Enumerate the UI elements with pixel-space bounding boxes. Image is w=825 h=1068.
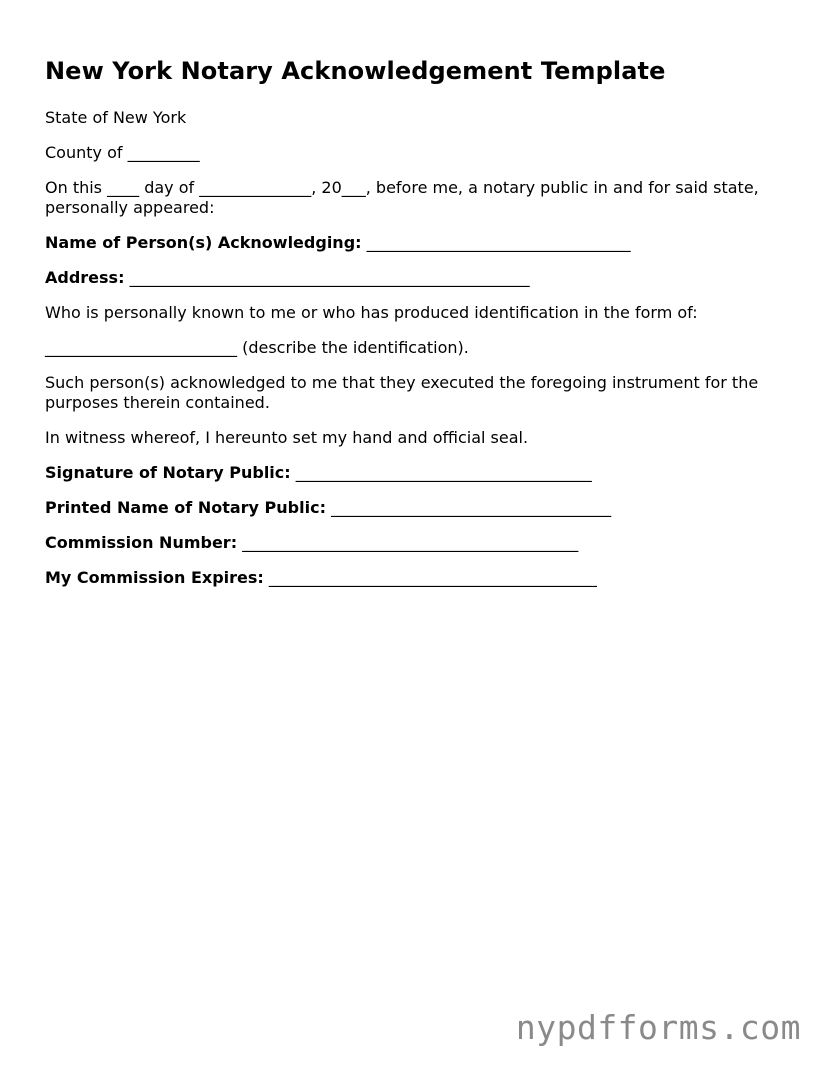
- printed-name-field-label: Printed Name of Notary Public:: [45, 498, 326, 517]
- signature-field-row: [45, 463, 790, 483]
- commission-number-field-blank[interactable]: __________________________________________: [242, 533, 579, 552]
- commission-number-field-label: Commission Number:: [45, 533, 238, 552]
- notary-document: [45, 55, 790, 603]
- address-field-row: [45, 268, 790, 288]
- witness-line: In witness whereof, I hereunto set my hand and official seal.: [45, 428, 529, 447]
- name-field-row: [45, 233, 790, 253]
- signature-field-label: Signature of Notary Public:: [45, 463, 291, 482]
- name-field-blank[interactable]: _________________________________: [366, 233, 631, 252]
- identification-line: ________________________ (describe the identification).: [45, 338, 469, 357]
- commission-expires-field-row: [45, 568, 790, 588]
- address-field-blank[interactable]: __________________________________________________: [129, 268, 530, 287]
- printed-name-field-row: [45, 498, 790, 518]
- appearance-paragraph: On this ____ day of ______________, 20___, before me, a notary public in and for said state, personally appeared:: [45, 178, 759, 217]
- commission-expires-field-blank[interactable]: _________________________________________: [268, 568, 597, 587]
- state-line: State of New York: [45, 108, 187, 127]
- commission-expires-field-label: My Commission Expires:: [45, 568, 264, 587]
- document-title: New York Notary Acknowledgement Template: [45, 57, 666, 85]
- identification-intro: Who is personally known to me or who has produced identification in the form of:: [45, 303, 698, 322]
- acknowledgment-paragraph: Such person(s) acknowledged to me that they executed the foregoing instrument for the purposes therein contained.: [45, 373, 759, 412]
- watermark-text: nypdfforms.com: [515, 1008, 801, 1047]
- commission-number-field-row: [45, 533, 790, 553]
- county-line: County of _________: [45, 143, 200, 162]
- address-field-label: Address:: [45, 268, 125, 287]
- printed-name-field-blank[interactable]: ___________________________________: [331, 498, 612, 517]
- name-field-label: Name of Person(s) Acknowledging:: [45, 233, 362, 252]
- signature-field-blank[interactable]: _____________________________________: [295, 463, 592, 482]
